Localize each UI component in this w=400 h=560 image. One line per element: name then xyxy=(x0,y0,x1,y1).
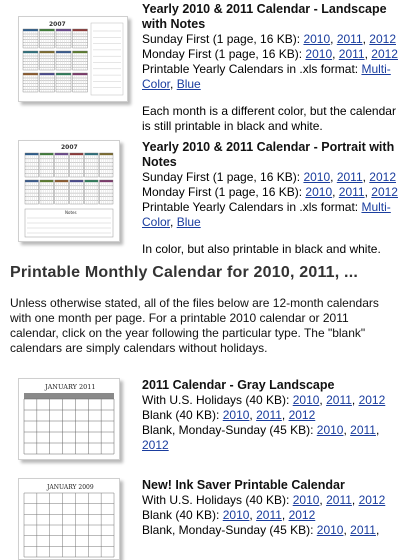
link-2010[interactable]: 2010 xyxy=(292,493,320,507)
link-blue[interactable]: Blue xyxy=(176,215,201,229)
thumb-month-label: JANUARY 2011 xyxy=(45,383,96,391)
section-heading: Printable Monthly Calendar for 2010, 2011, ... xyxy=(10,264,358,281)
link-2010[interactable]: 2010 xyxy=(305,185,333,199)
link-2010[interactable]: 2010 xyxy=(305,47,333,61)
link-2010[interactable]: 2010 xyxy=(222,508,250,522)
section-intro: Unless otherwise stated, all of the files below are 12-month calendars with one month per page. For a printable 2010 calendar or 2011 calendar, click on the year following the particular type. The "blank" calendars are simply calendars without holidays. xyxy=(10,296,379,355)
yearly-portrait-thumbnail[interactable] xyxy=(18,140,120,242)
download-line-monday: Monday First (1 page, 16 KB): 2010, 2011, 2012 xyxy=(142,185,398,199)
entry-title: New! Ink Saver Printable Calendar xyxy=(142,478,345,492)
entry-description: In color, but also printable in black and white. xyxy=(142,242,381,256)
link-2012[interactable]: 2012 xyxy=(142,438,169,452)
link-2012[interactable]: 2012 xyxy=(371,47,398,61)
xls-download-line: Printable Yearly Calendars in .xls format: Multi-Color, Blue xyxy=(142,62,391,91)
link-2011[interactable]: 2011 xyxy=(256,508,282,522)
ink-saver-thumbnail[interactable] xyxy=(18,478,120,560)
link-2011[interactable]: 2011 xyxy=(338,185,365,199)
link-2012[interactable]: 2012 xyxy=(369,32,396,46)
link-2010[interactable]: 2010 xyxy=(303,170,331,184)
thumb-notes-label: Notes xyxy=(65,210,77,215)
download-line-holidays: With U.S. Holidays (40 KB): 2010, 2011, 2012 xyxy=(142,493,386,507)
yearly-landscape-details xyxy=(142,2,400,134)
link-2012[interactable]: 2012 xyxy=(371,185,398,199)
link-2011[interactable]: 2011 xyxy=(336,32,363,46)
thumb-year-label: 2007 xyxy=(61,144,78,151)
ink-saver-preview-image xyxy=(19,479,119,559)
download-line-holidays: With U.S. Holidays (40 KB): 2010, 2011, 2012 xyxy=(142,393,386,407)
gray-landscape-preview-image xyxy=(19,379,119,459)
download-line-blank-monday: Blank, Monday-Sunday (45 KB): 2010, 2011, xyxy=(142,523,380,537)
thumb-month-label: JANUARY 2009 xyxy=(47,484,94,491)
link-2010[interactable]: 2010 xyxy=(303,32,331,46)
link-2011[interactable]: 2011 xyxy=(350,423,376,437)
ink-saver-details xyxy=(142,478,400,538)
yearly-landscape-thumbnail[interactable] xyxy=(18,16,128,102)
link-2011[interactable]: 2011 xyxy=(256,408,282,422)
link-2011[interactable]: 2011 xyxy=(326,493,352,507)
link-2012[interactable]: 2012 xyxy=(358,493,386,507)
yearly-landscape-preview-image xyxy=(19,17,127,101)
xls-download-line: Printable Yearly Calendars in .xls format: Multi-Color, Blue xyxy=(142,200,391,229)
yearly-portrait-preview-image xyxy=(19,141,119,241)
link-blue[interactable]: Blue xyxy=(176,77,201,91)
download-line-sunday: Sunday First (1 page, 16 KB): 2010, 2011, 2012 xyxy=(142,32,396,46)
link-2012[interactable]: 2012 xyxy=(288,408,316,422)
entry-title: 2011 Calendar - Gray Landscape xyxy=(142,378,335,392)
gray-landscape-details xyxy=(142,378,400,453)
download-line-monday: Monday First (1 page, 16 KB): 2010, 2011, 2012 xyxy=(142,47,398,61)
download-line-blank: Blank (40 KB): 2010, 2011, 2012 xyxy=(142,508,316,522)
link-2010[interactable]: 2010 xyxy=(222,408,250,422)
link-2012[interactable]: 2012 xyxy=(288,508,316,522)
gray-landscape-thumbnail[interactable] xyxy=(18,378,120,460)
link-2012[interactable]: 2012 xyxy=(358,393,386,407)
link-2011[interactable]: 2011 xyxy=(350,523,376,537)
link-2012[interactable]: 2012 xyxy=(369,170,396,184)
yearly-portrait-details xyxy=(142,140,400,257)
link-2010[interactable]: 2010 xyxy=(316,423,344,437)
link-2011[interactable]: 2011 xyxy=(326,393,352,407)
link-2010[interactable]: 2010 xyxy=(292,393,320,407)
download-line-sunday: Sunday First (1 page, 16 KB): 2010, 2011, 2012 xyxy=(142,170,396,184)
link-2011[interactable]: 2011 xyxy=(338,47,365,61)
entry-title: Yearly 2010 & 2011 Calendar - Portrait with Notes xyxy=(142,140,395,169)
link-2010[interactable]: 2010 xyxy=(316,523,344,537)
entry-title: Yearly 2010 & 2011 Calendar - Landscape with Notes xyxy=(142,2,387,31)
link-multi-color[interactable]: Multi-Color xyxy=(142,62,391,91)
link-multi-color[interactable]: Multi-Color xyxy=(142,200,391,229)
link-2011[interactable]: 2011 xyxy=(336,170,363,184)
download-line-blank: Blank (40 KB): 2010, 2011, 2012 xyxy=(142,408,316,422)
entry-description: Each month is a different color, but the calendar is still printable in black and white. xyxy=(142,104,396,133)
download-line-blank-monday: Blank, Monday-Sunday (45 KB): 2010, 2011, 2012 xyxy=(142,423,380,452)
thumb-year-label: 2007 xyxy=(49,21,66,28)
